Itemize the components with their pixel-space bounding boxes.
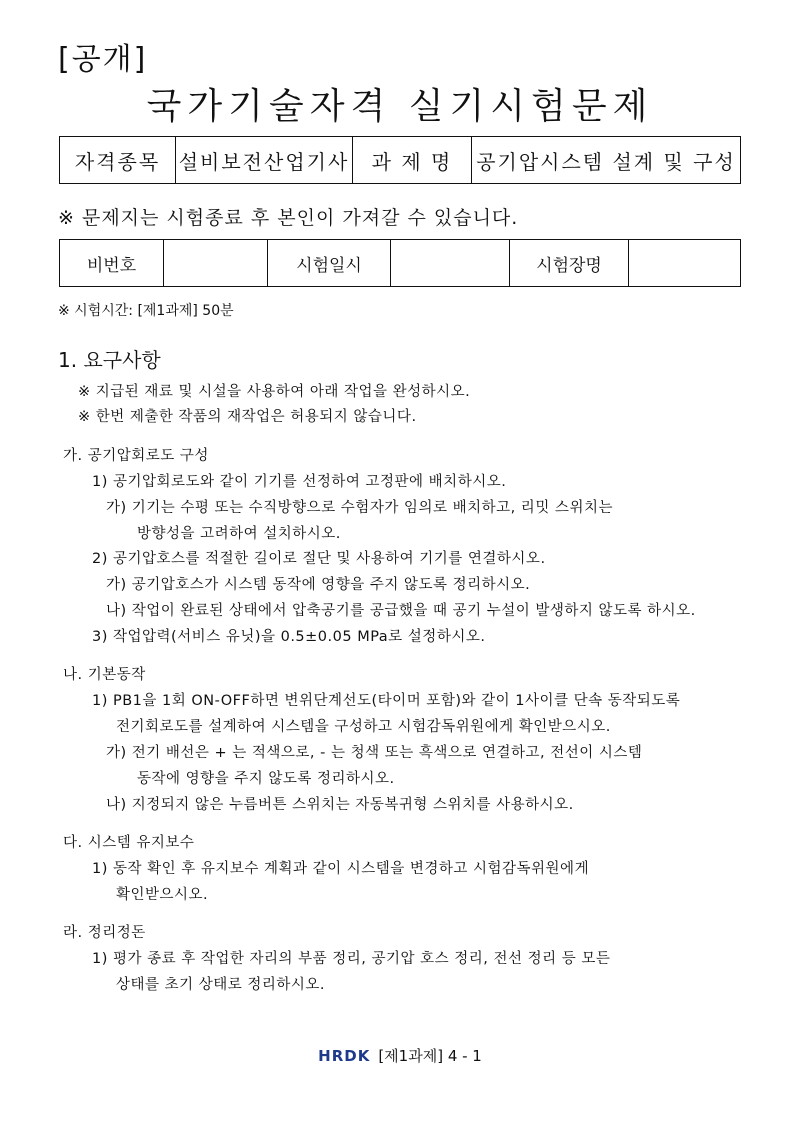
qualification-label: 자격종목	[60, 137, 176, 184]
subsection-title: 다. 시스템 유지보수	[63, 835, 195, 851]
requirement-line: 1) 공기압회로도와 같이 기기를 선정하여 고정판에 배치하시오.	[92, 474, 507, 490]
requirement-line: 확인받으시오.	[116, 887, 209, 903]
page-number: [제1과제] 4 - 1	[378, 1047, 482, 1065]
public-tag: [공개]	[58, 42, 148, 77]
exam-site-label: 시험장명	[510, 240, 629, 287]
requirement-line: 상태를 초기 상태로 정리하시오.	[116, 977, 326, 993]
notice-text: ※ 문제지는 시험종료 후 본인이 가져갈 수 있습니다.	[58, 207, 519, 229]
subsection-title: 라. 정리정돈	[63, 925, 146, 941]
requirement-line: ※ 한번 제출한 작품의 재작업은 허용되지 않습니다.	[78, 409, 417, 425]
exam-site-value	[629, 240, 741, 287]
page-title: 국가기술자격 실기시험문제	[146, 86, 654, 127]
task-value: 공기압시스템 설계 및 구성	[472, 137, 741, 184]
seat-number-value	[164, 240, 268, 287]
qualification-table	[59, 136, 741, 184]
requirement-line: 가) 기기는 수평 또는 수직방향으로 수험자가 임의로 배치하고, 리밋 스위치는	[106, 500, 613, 516]
requirement-line: ※ 지급된 재료 및 시설을 사용하여 아래 작업을 완성하시오.	[78, 384, 471, 400]
hrdk-logo: HRDK	[318, 1047, 371, 1065]
exam-info-table	[59, 239, 741, 287]
exam-date-label: 시험일시	[268, 240, 391, 287]
exam-date-value	[391, 240, 510, 287]
requirement-line: 동작에 영향을 주지 않도록 정리하시오.	[137, 771, 395, 787]
section-title: 1. 요구사항	[58, 348, 161, 372]
requirement-line: 방향성을 고려하여 설치하시오.	[137, 526, 341, 542]
subsection-title: 가. 공기압회로도 구성	[63, 448, 209, 464]
requirement-line: 가) 공기압호스가 시스템 동작에 영향을 주지 않도록 정리하시오.	[106, 577, 531, 593]
requirement-line: 전기회로도를 설계하여 시스템을 구성하고 시험감독위원에게 확인받으시오.	[116, 719, 611, 735]
requirement-line: 1) 평가 종료 후 작업한 자리의 부품 정리, 공기압 호스 정리, 전선 정리 등 모든	[92, 951, 611, 967]
seat-number-label: 비번호	[60, 240, 164, 287]
qualification-value: 설비보전산업기사	[176, 137, 353, 184]
requirement-line: 3) 작업압력(서비스 유닛)을 0.5±0.05 MPa로 설정하시오.	[92, 629, 486, 645]
requirement-line: 2) 공기압호스를 적절한 길이로 절단 및 사용하여 기기를 연결하시오.	[92, 551, 546, 567]
requirement-line: 나) 지정되지 않은 누름버튼 스위치는 자동복귀형 스위치를 사용하시오.	[106, 797, 574, 813]
requirement-line: 나) 작업이 완료된 상태에서 압축공기를 공급했을 때 공기 누설이 발생하지 않도록 하시오.	[106, 603, 696, 619]
requirement-line: 1) 동작 확인 후 유지보수 계획과 같이 시스템을 변경하고 시험감독위원에게	[92, 861, 590, 877]
subsection-title: 나. 기본동작	[63, 667, 146, 683]
page-footer	[0, 1045, 800, 1066]
task-label: 과 제 명	[353, 137, 472, 184]
requirement-line: 1) PB1을 1회 ON-OFF하면 변위단계선도(타이머 포함)와 같이 1사이클 단속 동작되도록	[92, 693, 681, 709]
exam-time-note: ※ 시험시간: [제1과제] 50분	[58, 303, 234, 319]
requirement-line: 가) 전기 배선은 + 는 적색으로, - 는 청색 또는 흑색으로 연결하고, 전선이 시스템	[106, 745, 643, 761]
